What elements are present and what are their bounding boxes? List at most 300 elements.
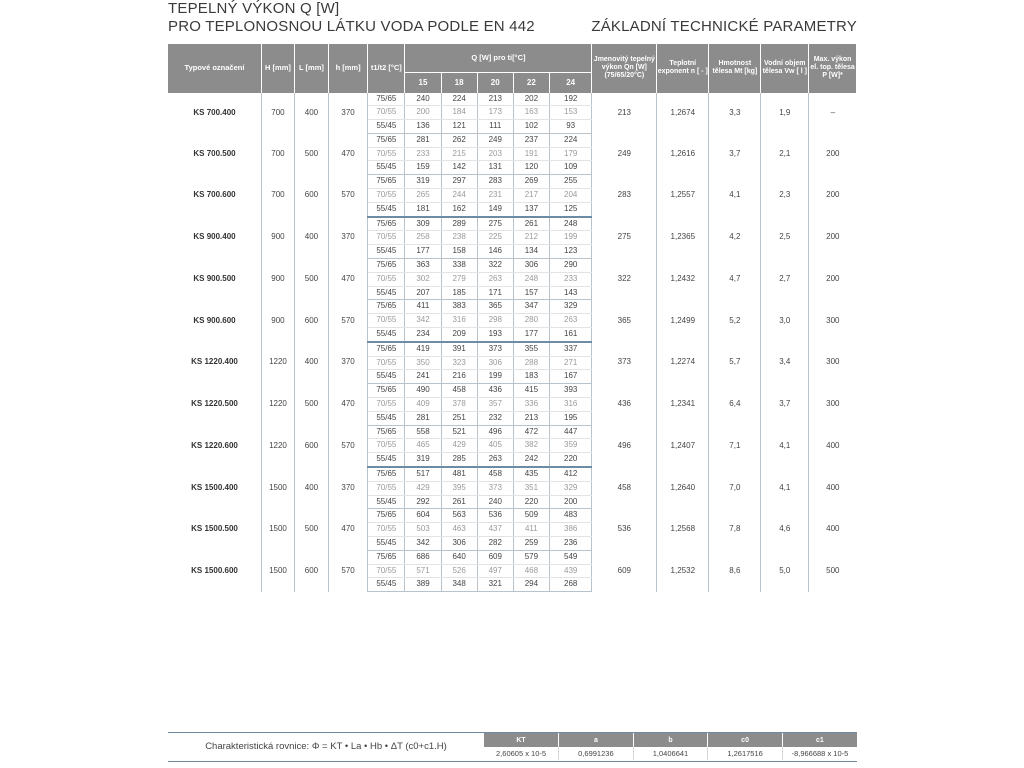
heat-output-value: 209 bbox=[441, 328, 477, 342]
water-volume: 3,0 bbox=[761, 300, 809, 342]
heat-output-value: 161 bbox=[549, 328, 592, 342]
col-q-group: Q [W] pro ti[°C] bbox=[405, 44, 592, 72]
page-title bbox=[168, 0, 535, 36]
type-name: KS 900.400 bbox=[168, 217, 262, 259]
heat-output-value: 496 bbox=[477, 425, 513, 439]
heat-output-value: 306 bbox=[513, 259, 549, 273]
heat-output-value: 316 bbox=[441, 314, 477, 328]
nominal-output: 436 bbox=[592, 384, 657, 425]
heat-output-value: 123 bbox=[549, 245, 592, 259]
heat-output-value: 199 bbox=[477, 370, 513, 384]
heat-output-value: 181 bbox=[405, 202, 441, 216]
temperature-regime: 75/65 bbox=[368, 342, 405, 356]
heat-output-value: 419 bbox=[405, 342, 441, 356]
heat-output-value: 302 bbox=[405, 272, 441, 286]
connection-h: 370 bbox=[328, 467, 367, 509]
heat-output-value: 337 bbox=[549, 342, 592, 356]
heat-output-value: 265 bbox=[405, 189, 441, 203]
temperature-regime: 55/45 bbox=[368, 370, 405, 384]
mass: 4,1 bbox=[709, 175, 761, 217]
temperature-regime: 75/65 bbox=[368, 93, 405, 106]
heat-output-value: 177 bbox=[405, 245, 441, 259]
mass: 5,2 bbox=[709, 300, 761, 342]
water-volume: 2,7 bbox=[761, 259, 809, 300]
length-L: 600 bbox=[294, 175, 328, 217]
connection-h: 370 bbox=[328, 93, 367, 134]
heat-output-value: 322 bbox=[477, 259, 513, 273]
heat-output-value: 238 bbox=[441, 231, 477, 245]
heat-output-value: 241 bbox=[405, 370, 441, 384]
mass: 7,8 bbox=[709, 509, 761, 550]
height-H: 900 bbox=[262, 259, 295, 300]
heat-output-value: 191 bbox=[513, 147, 549, 161]
length-L: 600 bbox=[294, 550, 328, 591]
heat-output-value: 483 bbox=[549, 509, 592, 523]
height-H: 1500 bbox=[262, 550, 295, 591]
length-L: 500 bbox=[294, 509, 328, 550]
heat-output-value: 348 bbox=[441, 578, 477, 592]
heat-output-value: 323 bbox=[441, 356, 477, 370]
heat-output-value: 225 bbox=[477, 231, 513, 245]
heat-output-value: 233 bbox=[549, 272, 592, 286]
heat-output-value: 297 bbox=[441, 175, 477, 189]
heat-output-value: 213 bbox=[477, 93, 513, 106]
coef-header: a bbox=[559, 733, 634, 747]
table-row bbox=[168, 217, 857, 231]
heat-output-value: 213 bbox=[513, 411, 549, 425]
temperature-regime: 75/65 bbox=[368, 133, 405, 147]
heat-output-value: 193 bbox=[477, 328, 513, 342]
temperature-regime: 55/45 bbox=[368, 120, 405, 134]
heat-output-value: 281 bbox=[405, 411, 441, 425]
temperature-regime: 55/45 bbox=[368, 245, 405, 259]
heat-output-value: 249 bbox=[477, 133, 513, 147]
mass: 8,6 bbox=[709, 550, 761, 591]
length-L: 500 bbox=[294, 259, 328, 300]
temperature-exponent: 1,2407 bbox=[657, 425, 709, 467]
heat-output-value: 137 bbox=[513, 202, 549, 216]
heat-output-value: 142 bbox=[441, 161, 477, 175]
col-L: L [mm] bbox=[294, 44, 328, 93]
heat-output-value: 216 bbox=[441, 370, 477, 384]
heat-output-value: 497 bbox=[477, 564, 513, 578]
temperature-regime: 70/55 bbox=[368, 398, 405, 412]
heat-output-value: 158 bbox=[441, 245, 477, 259]
table-row bbox=[168, 509, 857, 523]
heat-output-value: 261 bbox=[513, 217, 549, 231]
temperature-exponent: 1,2341 bbox=[657, 384, 709, 425]
heat-output-value: 382 bbox=[513, 439, 549, 453]
heat-output-value: 136 bbox=[405, 120, 441, 134]
heat-output-value: 536 bbox=[477, 509, 513, 523]
length-L: 400 bbox=[294, 467, 328, 509]
water-volume: 5,0 bbox=[761, 550, 809, 591]
max-power: 400 bbox=[826, 524, 840, 534]
heat-output-value: 215 bbox=[441, 147, 477, 161]
temperature-regime: 70/55 bbox=[368, 272, 405, 286]
heat-output-value: 481 bbox=[441, 467, 477, 481]
length-L: 500 bbox=[294, 384, 328, 425]
heat-output-value: 319 bbox=[405, 453, 441, 467]
length-L: 400 bbox=[294, 93, 328, 134]
heat-output-value: 162 bbox=[441, 202, 477, 216]
max-power: 200 bbox=[826, 148, 840, 158]
temperature-regime: 75/65 bbox=[368, 467, 405, 481]
temperature-regime: 70/55 bbox=[368, 564, 405, 578]
heat-output-value: 363 bbox=[405, 259, 441, 273]
parameters-body bbox=[168, 93, 857, 592]
heat-output-value: 373 bbox=[477, 481, 513, 495]
heat-output-value: 409 bbox=[405, 398, 441, 412]
heat-output-value: 686 bbox=[405, 550, 441, 564]
type-name: KS 1220.600 bbox=[168, 425, 262, 467]
heat-output-value: 179 bbox=[549, 147, 592, 161]
heat-output-value: 220 bbox=[549, 453, 592, 467]
heat-output-value: 237 bbox=[513, 133, 549, 147]
heat-output-value: 640 bbox=[441, 550, 477, 564]
heat-output-value: 173 bbox=[477, 106, 513, 120]
temperature-regime: 55/45 bbox=[368, 411, 405, 425]
col-temp-22: 22 bbox=[513, 72, 549, 93]
heat-output-value: 439 bbox=[549, 564, 592, 578]
mass: 7,1 bbox=[709, 425, 761, 467]
col-temp-15: 15 bbox=[405, 72, 441, 93]
length-L: 600 bbox=[294, 425, 328, 467]
heat-output-value: 242 bbox=[513, 453, 549, 467]
water-volume: 4,6 bbox=[761, 509, 809, 550]
heat-output-value: 263 bbox=[549, 314, 592, 328]
heat-output-value: 342 bbox=[405, 537, 441, 551]
heat-output-value: 289 bbox=[441, 217, 477, 231]
heat-output-value: 248 bbox=[513, 272, 549, 286]
temperature-regime: 75/65 bbox=[368, 175, 405, 189]
heat-output-value: 200 bbox=[405, 106, 441, 120]
heat-output-value: 468 bbox=[513, 564, 549, 578]
heat-output-value: 292 bbox=[405, 495, 441, 509]
heat-output-value: 202 bbox=[513, 93, 549, 106]
heat-output-value: 472 bbox=[513, 425, 549, 439]
temperature-exponent: 1,2274 bbox=[657, 342, 709, 384]
parameters-table bbox=[168, 44, 857, 592]
heat-output-value: 571 bbox=[405, 564, 441, 578]
heat-output-value: 447 bbox=[549, 425, 592, 439]
heat-output-value: 233 bbox=[405, 147, 441, 161]
heat-output-value: 131 bbox=[477, 161, 513, 175]
nominal-output: 322 bbox=[592, 259, 657, 300]
heat-output-value: 282 bbox=[477, 537, 513, 551]
characteristic-equation: Charakteristická rovnice: Φ = KT • La • Hb • ΔT (c0+c1.H) bbox=[205, 741, 447, 752]
max-power: 400 bbox=[826, 482, 840, 492]
temperature-regime: 55/45 bbox=[368, 453, 405, 467]
heat-output-value: 411 bbox=[513, 523, 549, 537]
nominal-output: 373 bbox=[592, 342, 657, 384]
heat-output-value: 517 bbox=[405, 467, 441, 481]
heat-output-value: 290 bbox=[549, 259, 592, 273]
height-H: 1220 bbox=[262, 384, 295, 425]
heat-output-value: 336 bbox=[513, 398, 549, 412]
temperature-regime: 75/65 bbox=[368, 550, 405, 564]
water-volume: 4,1 bbox=[761, 467, 809, 509]
heat-output-value: 212 bbox=[513, 231, 549, 245]
height-H: 1500 bbox=[262, 467, 295, 509]
temperature-exponent: 1,2557 bbox=[657, 175, 709, 217]
temperature-regime: 55/45 bbox=[368, 286, 405, 300]
heat-output-value: 234 bbox=[405, 328, 441, 342]
heat-output-value: 458 bbox=[477, 467, 513, 481]
formula-section bbox=[168, 732, 857, 762]
heat-output-value: 429 bbox=[405, 481, 441, 495]
type-name: KS 700.400 bbox=[168, 93, 262, 134]
section-title: ZÁKLADNÍ TECHNICKÉ PARAMETRY bbox=[591, 18, 857, 35]
heat-output-value: 236 bbox=[549, 537, 592, 551]
heat-output-value: 199 bbox=[549, 231, 592, 245]
height-H: 1220 bbox=[262, 342, 295, 384]
temperature-exponent: 1,2674 bbox=[657, 93, 709, 134]
heat-output-value: 288 bbox=[513, 356, 549, 370]
type-name: KS 1500.400 bbox=[168, 467, 262, 509]
nominal-output: 496 bbox=[592, 425, 657, 467]
heat-output-value: 579 bbox=[513, 550, 549, 564]
connection-h: 470 bbox=[328, 259, 367, 300]
heat-output-value: 283 bbox=[477, 175, 513, 189]
max-power: 500 bbox=[826, 565, 840, 575]
col-volume: Vodní objem tělesa Vw [ l ] bbox=[761, 44, 809, 93]
heat-output-value: 263 bbox=[477, 453, 513, 467]
table-row bbox=[168, 133, 857, 147]
length-L: 500 bbox=[294, 133, 328, 174]
temperature-regime: 70/55 bbox=[368, 106, 405, 120]
table-row bbox=[168, 467, 857, 481]
heat-output-value: 251 bbox=[441, 411, 477, 425]
temperature-regime: 70/55 bbox=[368, 147, 405, 161]
table-row bbox=[168, 384, 857, 398]
temperature-exponent: 1,2640 bbox=[657, 467, 709, 509]
height-H: 1500 bbox=[262, 509, 295, 550]
heat-output-value: 177 bbox=[513, 328, 549, 342]
temperature-regime: 55/45 bbox=[368, 578, 405, 592]
heat-output-value: 279 bbox=[441, 272, 477, 286]
heat-output-value: 563 bbox=[441, 509, 477, 523]
height-H: 700 bbox=[262, 133, 295, 174]
temperature-regime: 75/65 bbox=[368, 300, 405, 314]
mass: 3,7 bbox=[709, 133, 761, 174]
heat-output-value: 153 bbox=[549, 106, 592, 120]
heat-output-value: 357 bbox=[477, 398, 513, 412]
heat-output-value: 163 bbox=[513, 106, 549, 120]
table-row bbox=[168, 175, 857, 189]
heat-output-value: 159 bbox=[405, 161, 441, 175]
heat-output-value: 350 bbox=[405, 356, 441, 370]
type-name: KS 700.500 bbox=[168, 133, 262, 174]
heat-output-value: 604 bbox=[405, 509, 441, 523]
heat-output-value: 347 bbox=[513, 300, 549, 314]
temperature-regime: 70/55 bbox=[368, 189, 405, 203]
nominal-output: 365 bbox=[592, 300, 657, 342]
heat-output-value: 383 bbox=[441, 300, 477, 314]
heat-output-value: 391 bbox=[441, 342, 477, 356]
heat-output-value: 526 bbox=[441, 564, 477, 578]
heat-output-value: 146 bbox=[477, 245, 513, 259]
nominal-output: 283 bbox=[592, 175, 657, 217]
heat-output-value: 195 bbox=[549, 411, 592, 425]
heat-output-value: 143 bbox=[549, 286, 592, 300]
temperature-exponent: 1,2532 bbox=[657, 550, 709, 591]
heat-output-value: 411 bbox=[405, 300, 441, 314]
temperature-regime: 75/65 bbox=[368, 217, 405, 231]
coef-header: b bbox=[633, 733, 708, 747]
table-row bbox=[168, 550, 857, 564]
heat-output-value: 125 bbox=[549, 202, 592, 216]
heat-output-value: 224 bbox=[441, 93, 477, 106]
heat-output-value: 121 bbox=[441, 120, 477, 134]
heat-output-value: 93 bbox=[549, 120, 592, 134]
title-line-2: PRO TEPLONOSNOU LÁTKU VODA PODLE EN 442 bbox=[168, 18, 535, 35]
temperature-regime: 75/65 bbox=[368, 384, 405, 398]
heat-output-value: 262 bbox=[441, 133, 477, 147]
temperature-exponent: 1,2365 bbox=[657, 217, 709, 259]
heat-output-value: 342 bbox=[405, 314, 441, 328]
heat-output-value: 609 bbox=[477, 550, 513, 564]
type-name: KS 1500.600 bbox=[168, 550, 262, 591]
nominal-output: 249 bbox=[592, 133, 657, 174]
coef-value: 0,6991236 bbox=[559, 747, 634, 760]
heat-output-value: 183 bbox=[513, 370, 549, 384]
coefficients-table bbox=[484, 733, 857, 760]
heat-output-value: 490 bbox=[405, 384, 441, 398]
height-H: 900 bbox=[262, 300, 295, 342]
heat-output-value: 280 bbox=[513, 314, 549, 328]
temperature-regime: 70/55 bbox=[368, 356, 405, 370]
heat-output-value: 351 bbox=[513, 481, 549, 495]
height-H: 900 bbox=[262, 217, 295, 259]
length-L: 400 bbox=[294, 217, 328, 259]
temperature-regime: 55/45 bbox=[368, 495, 405, 509]
temperature-exponent: 1,2616 bbox=[657, 133, 709, 174]
temperature-regime: 70/55 bbox=[368, 231, 405, 245]
connection-h: 370 bbox=[328, 342, 367, 384]
mass: 3,3 bbox=[709, 93, 761, 134]
heat-output-value: 224 bbox=[549, 133, 592, 147]
water-volume: 2,3 bbox=[761, 175, 809, 217]
heat-output-value: 412 bbox=[549, 467, 592, 481]
heat-output-value: 395 bbox=[441, 481, 477, 495]
temperature-exponent: 1,2499 bbox=[657, 300, 709, 342]
length-L: 400 bbox=[294, 342, 328, 384]
heat-output-value: 268 bbox=[549, 578, 592, 592]
heat-output-value: 204 bbox=[549, 189, 592, 203]
temperature-exponent: 1,2432 bbox=[657, 259, 709, 300]
heat-output-value: 306 bbox=[441, 537, 477, 551]
max-power: 200 bbox=[826, 273, 840, 283]
max-power: 300 bbox=[826, 315, 840, 325]
temperature-regime: 55/45 bbox=[368, 537, 405, 551]
heat-output-value: 405 bbox=[477, 439, 513, 453]
coef-value: -8,966688 x 10-5 bbox=[791, 749, 849, 758]
heat-output-value: 240 bbox=[405, 93, 441, 106]
table-row bbox=[168, 300, 857, 314]
length-L: 600 bbox=[294, 300, 328, 342]
max-power: 300 bbox=[826, 399, 840, 409]
heat-output-value: 232 bbox=[477, 411, 513, 425]
heat-output-value: 389 bbox=[405, 578, 441, 592]
mass: 4,7 bbox=[709, 259, 761, 300]
temperature-regime: 75/65 bbox=[368, 259, 405, 273]
heat-output-value: 200 bbox=[549, 495, 592, 509]
heat-output-value: 248 bbox=[549, 217, 592, 231]
heat-output-value: 436 bbox=[477, 384, 513, 398]
temperature-regime: 55/45 bbox=[368, 328, 405, 342]
col-temp-24: 24 bbox=[549, 72, 592, 93]
heat-output-value: 319 bbox=[405, 175, 441, 189]
heat-output-value: 285 bbox=[441, 453, 477, 467]
heat-output-value: 120 bbox=[513, 161, 549, 175]
heat-output-value: 463 bbox=[441, 523, 477, 537]
coef-value: 2,60605 x 10-5 bbox=[484, 747, 559, 760]
heat-output-value: 393 bbox=[549, 384, 592, 398]
nominal-output: 275 bbox=[592, 217, 657, 259]
nominal-output: 458 bbox=[592, 467, 657, 509]
heat-output-value: 329 bbox=[549, 300, 592, 314]
water-volume: 2,1 bbox=[761, 133, 809, 174]
heat-output-value: 429 bbox=[441, 439, 477, 453]
temperature-regime: 70/55 bbox=[368, 481, 405, 495]
water-volume: 1,9 bbox=[761, 93, 809, 134]
col-h: h [mm] bbox=[328, 44, 367, 93]
max-power: 300 bbox=[826, 357, 840, 367]
height-H: 700 bbox=[262, 93, 295, 134]
connection-h: 470 bbox=[328, 133, 367, 174]
table-row bbox=[168, 93, 857, 106]
heat-output-value: 365 bbox=[477, 300, 513, 314]
table-row bbox=[168, 259, 857, 273]
water-volume: 3,4 bbox=[761, 342, 809, 384]
connection-h: 370 bbox=[328, 217, 367, 259]
temperature-regime: 55/45 bbox=[368, 202, 405, 216]
col-H: H [mm] bbox=[262, 44, 295, 93]
heat-output-value: 244 bbox=[441, 189, 477, 203]
heat-output-value: 458 bbox=[441, 384, 477, 398]
heat-output-value: 437 bbox=[477, 523, 513, 537]
col-power: Max. výkon el. top. tělesa P [W]* bbox=[809, 44, 857, 93]
heat-output-value: 521 bbox=[441, 425, 477, 439]
col-temp-20: 20 bbox=[477, 72, 513, 93]
heat-output-value: 359 bbox=[549, 439, 592, 453]
type-name: KS 700.600 bbox=[168, 175, 262, 217]
heat-output-value: 217 bbox=[513, 189, 549, 203]
table-row bbox=[168, 342, 857, 356]
type-name: KS 1220.400 bbox=[168, 342, 262, 384]
type-name: KS 1220.500 bbox=[168, 384, 262, 425]
water-volume: 2,5 bbox=[761, 217, 809, 259]
heat-output-value: 207 bbox=[405, 286, 441, 300]
heat-output-value: 192 bbox=[549, 93, 592, 106]
type-name: KS 900.500 bbox=[168, 259, 262, 300]
connection-h: 570 bbox=[328, 425, 367, 467]
heat-output-value: 157 bbox=[513, 286, 549, 300]
heat-output-value: 275 bbox=[477, 217, 513, 231]
connection-h: 570 bbox=[328, 550, 367, 591]
coef-header: c0 bbox=[708, 733, 783, 747]
heat-output-value: 306 bbox=[477, 356, 513, 370]
heat-output-value: 167 bbox=[549, 370, 592, 384]
temperature-regime: 55/45 bbox=[368, 161, 405, 175]
heat-output-value: 171 bbox=[477, 286, 513, 300]
heat-output-value: 378 bbox=[441, 398, 477, 412]
heat-output-value: 309 bbox=[405, 217, 441, 231]
heat-output-value: 509 bbox=[513, 509, 549, 523]
heat-output-value: 261 bbox=[441, 495, 477, 509]
max-power: 400 bbox=[826, 440, 840, 450]
